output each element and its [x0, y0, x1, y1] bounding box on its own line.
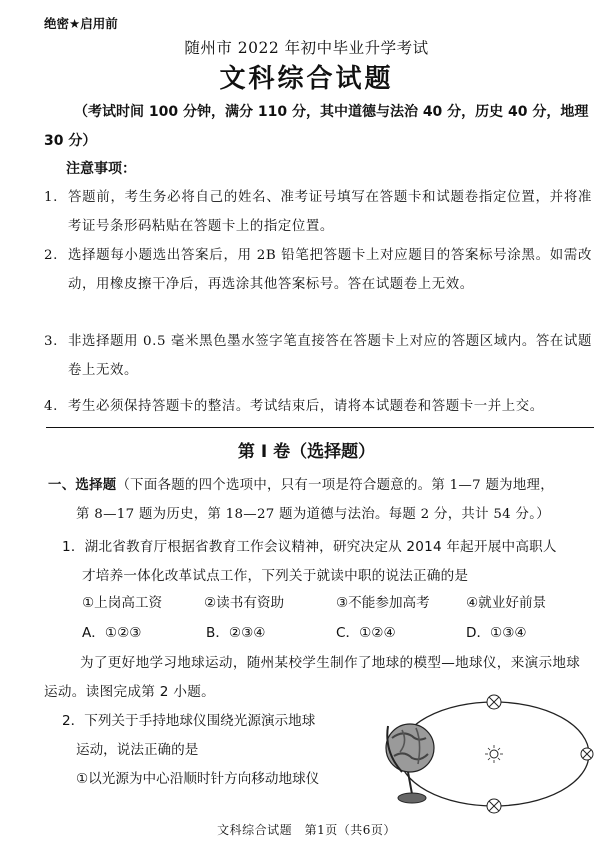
question-2-line-2: 运动，说法正确的是 — [76, 742, 199, 758]
choice-d: D．①③④ — [466, 625, 527, 641]
confidential-label: 绝密★启用前 — [44, 16, 118, 31]
notice-number: 3. — [44, 334, 58, 349]
part-title: 第 I 卷（选择题） — [237, 442, 376, 462]
small-globe-icon — [581, 748, 593, 760]
section-instructions — [48, 471, 593, 529]
exam-info: （考试时间 100 分钟，满分 110 分，其中道德与法治 40 分，历史 40 分，地理 30 分） — [44, 104, 589, 149]
statement: ③不能参加高考 — [336, 595, 430, 611]
notice-text: 考生必须保持答题卡的整洁。考试结束后，请将本试题卷和答题卡一并上交。 — [68, 399, 544, 414]
choice-c: C．①②④ — [336, 625, 396, 641]
small-globe-icon — [487, 695, 501, 709]
statement: ④就业好前景 — [466, 595, 547, 611]
notice-heading: 注意事项： — [66, 161, 136, 177]
question-2-line-3: ①以光源为中心沿顺时针方向移动地球仪 — [76, 771, 320, 787]
globe-orbit-figure — [382, 690, 594, 815]
notice-number: 4. — [44, 399, 58, 414]
exam-subtitle: 随州市 2022 年初中毕业升学考试 — [184, 39, 429, 57]
notice-item — [44, 393, 592, 422]
section-line-2: 第 8—17 题为历史，第 18—27 题为道德与法治。每题 2 分，共计 54 分。） — [76, 507, 550, 522]
exam-title: 文科综合试题 — [219, 64, 394, 94]
question-2-line-1: 2．下列关于手持地球仪围绕光源演示地球 — [62, 713, 316, 729]
notice-text: 非选择题用 0.5 毫米黑色墨水签字笔直接答在答题卡上对应的答题区域内。答在试题卷上无效。 — [68, 334, 592, 378]
question-stem-line-2: 才培养一体化改革试点工作，下列关于就读中职的说法正确的是 — [82, 568, 469, 584]
question-number: 1． — [62, 539, 85, 555]
notice-number: 2. — [44, 248, 58, 263]
choice-b: B．②③④ — [206, 625, 266, 641]
choice-a: A．①②③ — [82, 625, 142, 641]
question-stem-line-1: 湖北省教育厅根据省教育工作会议精神，研究决定从 2014 年起开展中高职人 — [84, 539, 557, 555]
notice-text: 答题前，考生务必将自己的姓名、准考证号填写在答题卡和试题卷指定位置，并将准考证号条形码粘贴在答题卡上的指定位置。 — [68, 190, 592, 234]
question-1 — [62, 533, 592, 591]
section-lead: 一、选择题 — [48, 478, 117, 493]
notice-text: 选择题每小题选出答案后，用 2B 铅笔把答题卡上对应题目的答案标号涂黑。如需改动，用橡皮擦干净后，再选涂其他答案标号。答在试题卷上无效。 — [68, 248, 592, 292]
question-2-intro: 为了更好地学习地球运动，随州某校学生制作了地球的模型—地球仪，来演示地球运动。读图完成第 2 小题。 — [44, 655, 581, 700]
small-globe-icon — [487, 799, 501, 813]
page-footer: 文科综合试题 第1页（共6页） — [217, 823, 396, 837]
sun-icon — [485, 745, 503, 763]
notice-item — [44, 328, 592, 385]
statement: ②读书有资助 — [204, 595, 285, 611]
notice-item — [44, 184, 592, 241]
section-divider — [46, 427, 594, 428]
notice-item — [44, 242, 592, 299]
section-line-1: （下面各题的四个选项中，只有一项是符合题意的。第 1—7 题为地理， — [116, 478, 554, 493]
notice-number: 1. — [44, 190, 58, 205]
statement: ①上岗高工资 — [82, 595, 163, 611]
